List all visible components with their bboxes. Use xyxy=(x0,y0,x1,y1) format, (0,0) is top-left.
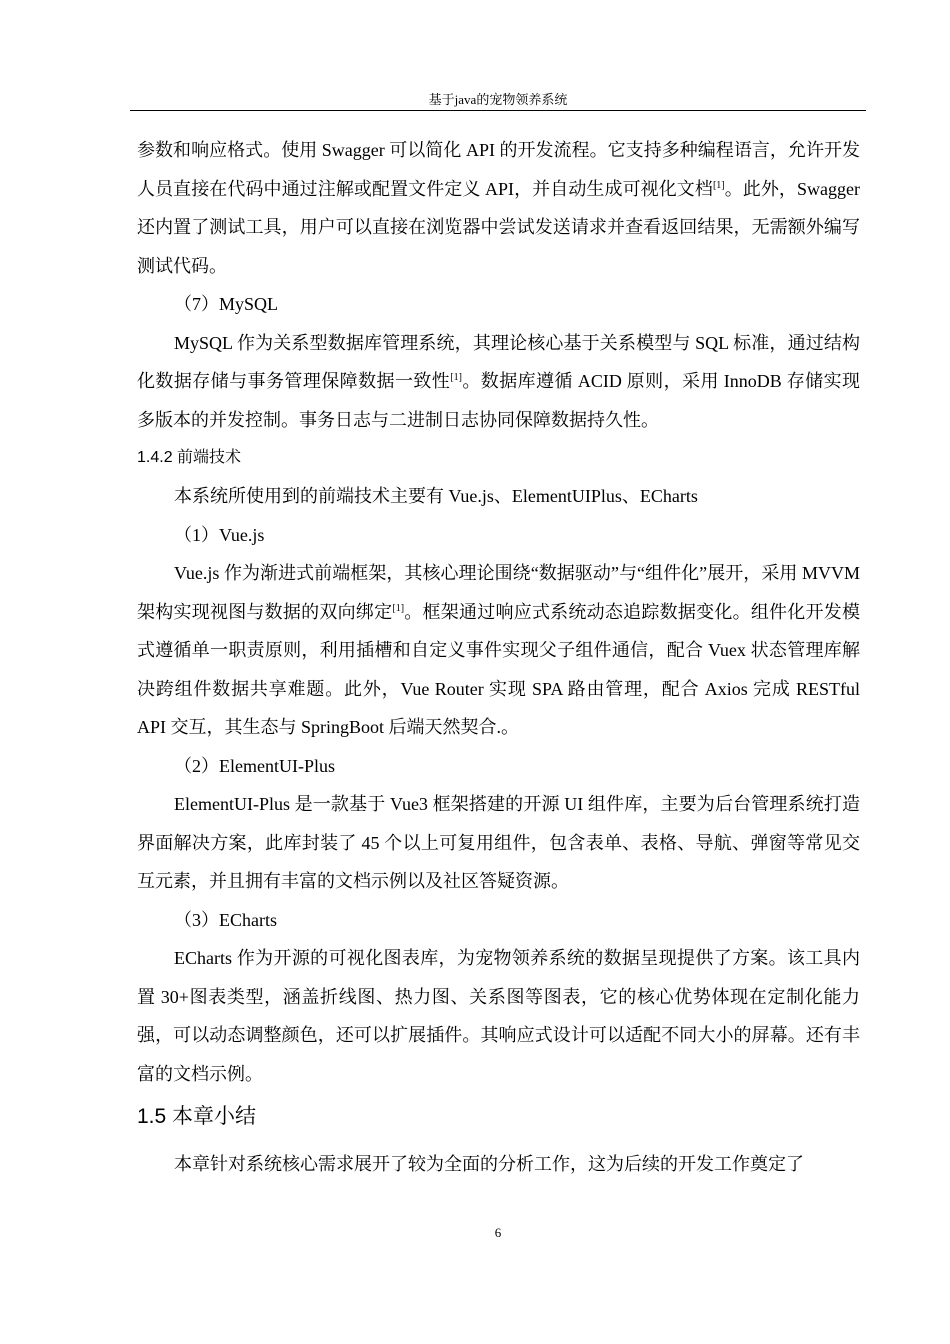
section-heading-summary: 1.5 本章小结 xyxy=(137,1105,257,1128)
paragraph-text: 。此外，Swagger 还内置了测试工具，用户可以直接在浏览器中尝试发送请求并查看返回结果，无需额外编写测试代码。 xyxy=(137,178,860,276)
list-item-mysql: （7）MySQL xyxy=(174,294,279,314)
paragraph-swagger xyxy=(137,131,860,285)
list-item-vuejs: （1）Vue.js xyxy=(174,524,265,545)
paragraph-text: Vue.js 作为渐进式前端框架，其核心理论围绕“数据驱动”与“组件化”展开，采用 MVVM 架构实现视图与数据的双向绑定 xyxy=(137,563,860,622)
list-item-echarts: （3）ECharts xyxy=(174,909,277,930)
citation-ref: [1] xyxy=(392,602,405,614)
paragraph-elementui: ElementUI-Plus 是一款基于 Vue3 框架搭建的开源 UI 组件库，主要为后台管理系统打造界面解决方案，此库封装了 45 个以上可复用组件，包含表单、表格、导航、弹窗等常见交互元素，并且拥有丰富的文档示例以及社区答疑资源。 xyxy=(137,794,860,891)
running-header: 基于java的宠物领养系统 xyxy=(428,92,568,107)
paragraph-text: 。数据库遵循 ACID 原则，采用 InnoDB 存储实现多版本的并发控制。事务日志与二进制日志协同保障数据持久性。 xyxy=(137,371,861,430)
paragraph-echarts: ECharts 作为开源的可视化图表库，为宠物领养系统的数据呈现提供了方案。该工具内置 30+图表类型，涵盖折线图、热力图、关系图等图表，它的核心优势体现在定制化能力强，可以动态调整颜色，还可以扩展插件。其响应式设计可以适配不同大小的屏幕。还有丰富的文档示例。 xyxy=(137,948,860,1084)
paragraph-frontend-intro: 本系统所使用到的前端技术主要有 Vue.js、ElementUIPlus、ECharts xyxy=(174,486,698,506)
citation-ref: [1] xyxy=(450,372,462,383)
list-item-elementui: （2）ElementUI-Plus xyxy=(174,755,335,776)
paragraph-text: MySQL 作为关系型数据库管理系统，其理论核心基于关系模型与 SQL 标准，通过结构化数据存储与事务管理保障数据一致性 xyxy=(137,332,860,391)
citation-ref: [1] xyxy=(712,179,725,191)
paragraph-vuejs xyxy=(137,554,860,747)
paragraph-text: 参数和响应格式。使用 Swagger 可以简化 API 的开发流程。它支持多种编程语言，允许开发人员直接在代码中通过注解或配置文件定义 API，并自动生成可视化文档 xyxy=(137,140,860,199)
page-body xyxy=(137,131,860,1184)
section-heading-frontend: 1.4.2 前端技术 xyxy=(137,449,242,466)
paragraph-summary: 本章针对系统核心需求展开了较为全面的分析工作，这为后续的开发工作奠定了 xyxy=(174,1154,804,1174)
paragraph-mysql xyxy=(137,324,860,440)
header-rule xyxy=(130,110,866,111)
paragraph-text: 。框架通过响应式系统动态追踪数据变化。组件化开发模式遵循单一职责原则，利用插槽和自定义事件实现父子组件通信，配合 Vuex 状态管理库解决跨组件数据共享难题。此外，Vue Router 实现 SPA 路由管理，配合 Axios 完成 RESTful API 交互，其生态与 SpringBoot 后端天然契合.。 xyxy=(137,601,861,737)
page-number: 6 xyxy=(494,1225,502,1240)
